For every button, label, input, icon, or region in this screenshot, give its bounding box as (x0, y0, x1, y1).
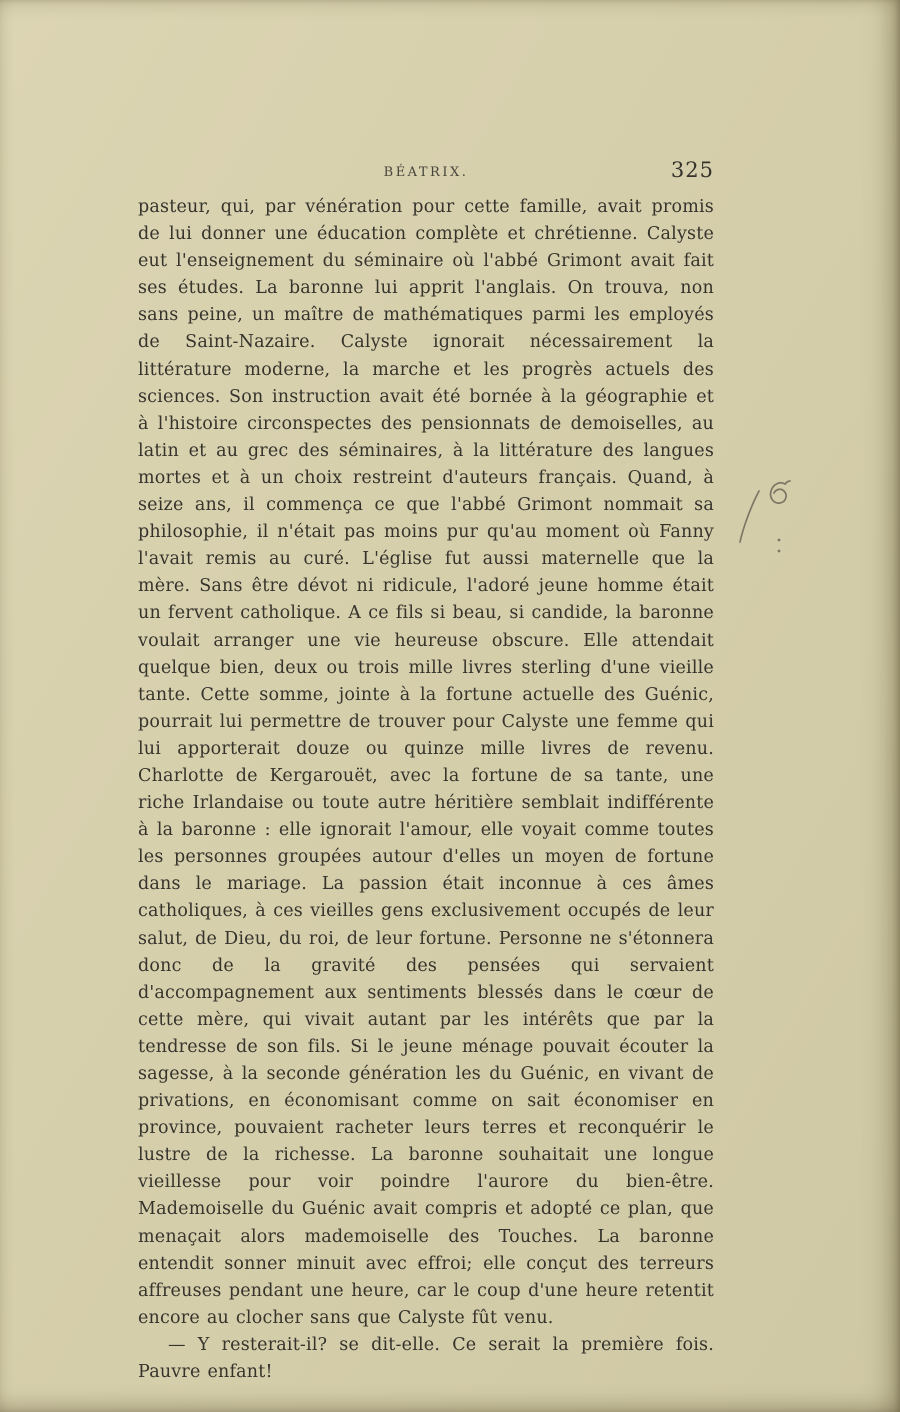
body-paragraph: pasteur, qui, par vénération pour cette famille, avait promis de lui donner une éducation complète et chrétienne. Calyste eut l'enseignement du séminaire où l'abbé Grimont avait fait ses études. La baronne lui apprit l'anglais. On trouva, non sans peine, un maître de mathématiques parmi les employés de Saint-Nazaire. Calyste ignorait nécessairement la littérature moderne, la marche et les progrès actuels des sciences. Son instruction avait été bornée à la géographie et à l'histoire circonspectes des pensionnats de demoiselles, au latin et au grec des séminaires, à la littérature des langues mortes et à un choix restreint d'auteurs français. Quand, à seize ans, il commença ce que l'abbé Grimont nommait sa philosophie, il n'était pas moins pur qu'au moment où Fanny l'avait remis au curé. L'église fut aussi maternelle que la mère. Sans être dévot ni ridicule, l'adoré jeune homme était un fervent catholique. A ce fils si beau, si candide, la baronne voulait arranger une vie heureuse obscure. Elle attendait quelque bien, deux ou trois mille livres sterling d'une vieille tante. Cette somme, jointe à la fortune actuelle des Guénic, pourrait lui permettre de trouver pour Calyste une femme qui lui apporterait douze ou quinze mille livres de revenu. Charlotte de Kergarouët, avec la fortune de sa tante, une riche Irlandaise ou toute autre héritière semblait indifférente à la baronne : elle ignorait l'amour, elle voyait comme toutes les personnes groupées autour d'elles un moyen de fortune dans le mariage. La passion était inconnue à ces âmes catholiques, à ces vieilles gens exclusivement occupés de leur salut, de Dieu, du roi, de leur fortune. Personne ne s'étonnera donc de la gravité des pensées qui servaient d'accompagnement aux sentiments blessés dans le cœur de cette mère, qui vivait autant par les intérêts que par la tendresse de son fils. Si le jeune ménage pouvait écouter la sagesse, à la seconde génération les du Guénic, en vivant de privations, en économisant comme on sait économiser en province, pouvaient racheter leurs terres et reconquérir le lustre de la richesse. La baronne souhaitait une longue vieillesse pour voir poindre l'aurore du bien-être. Mademoiselle du Guénic avait compris et adopté ce plan, que menaçait alors mademoiselle des Touches. La baronne entendit sonner minuit avec effroi; elle conçut des terreurs affreuses pendant une heure, car le coup d'une heure retentit encore au clocher sans que Calyste fût venu. (138, 197, 714, 1328)
handwritten-marginalia-icon (733, 478, 795, 570)
body-paragraph: — Y resterait-il? se dit-elle. Ce serait la première fois. Pauvre enfant! (138, 1334, 714, 1383)
text-block (138, 194, 714, 1386)
page-header (138, 158, 714, 188)
running-title: BÉATRIX. (383, 165, 469, 180)
page-number: 325 (670, 158, 714, 182)
